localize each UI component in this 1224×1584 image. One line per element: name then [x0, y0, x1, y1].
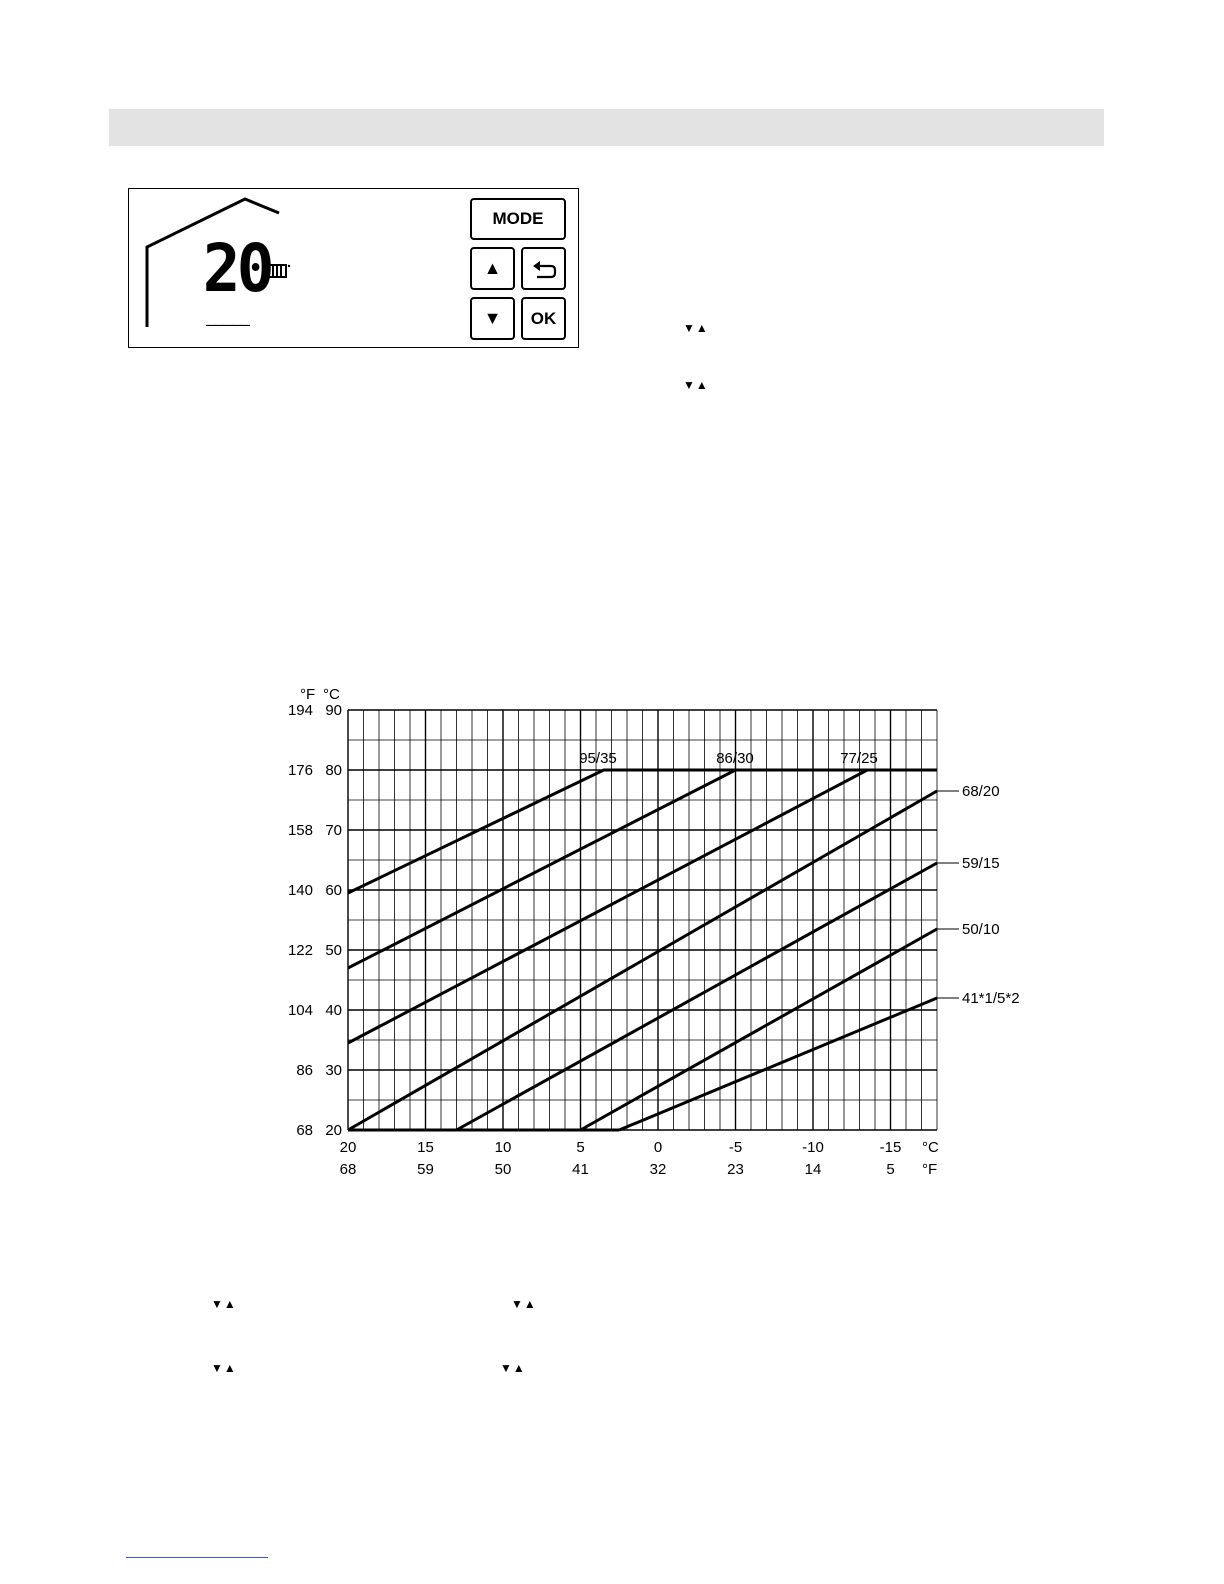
y-tick-label-f: 122 [287, 942, 313, 959]
radiator-icon [267, 263, 291, 279]
x-tick-label-c: -15 [879, 1139, 902, 1156]
section-header-bar [109, 109, 1104, 146]
x-tick-label-f: 50 [494, 1161, 512, 1178]
y-tick-label-c: 80 [325, 762, 342, 779]
x-tick-label-c: -10 [802, 1139, 824, 1156]
up-arrow-icon: ▲ [483, 258, 502, 278]
chart-labels [288, 686, 1020, 1178]
down-up-arrows-icon: ▼▲ [500, 1361, 526, 1375]
heating-curve-chart [270, 680, 1050, 1180]
back-arrow-icon [531, 258, 557, 280]
series-label: 95/35 [579, 750, 617, 767]
down-button[interactable] [470, 297, 515, 340]
down-up-arrows-icon: ▼▲ [211, 1361, 237, 1375]
y-tick-label-f: 104 [287, 1002, 313, 1019]
y-tick-label-f: 68 [296, 1122, 313, 1139]
y-tick-label-f: 194 [287, 702, 313, 719]
series-label: 50/10 [962, 921, 1000, 938]
series-label: 86/30 [716, 750, 754, 767]
y-tick-label-c: 90 [325, 702, 342, 719]
y-tick-label-c: 60 [325, 882, 342, 899]
down-up-arrows-icon: ▼▲ [683, 321, 709, 335]
series-label: 68/20 [962, 783, 1000, 800]
series-label: 77/25 [840, 750, 878, 767]
x-tick-label-f: 23 [727, 1161, 744, 1178]
x-tick-label-f: 5 [886, 1161, 895, 1178]
footer-link-underline[interactable] [126, 1557, 268, 1558]
x-tick-label-f: 41 [572, 1161, 589, 1178]
down-up-arrows-icon: ▼▲ [511, 1297, 537, 1311]
down-up-arrows-icon: ▼▲ [211, 1297, 237, 1311]
y-tick-label-f: 158 [287, 822, 313, 839]
curve-59-15 [457, 863, 938, 1130]
series-label: 41*1/5*2 [962, 990, 1020, 1007]
setting-dashes: ————— [206, 315, 250, 334]
x-tick-label-c: 5 [576, 1139, 585, 1156]
y-tick-label-c: 40 [325, 1002, 342, 1019]
x-tick-label-f: 32 [649, 1161, 667, 1178]
x-tick-label-c: -5 [728, 1139, 743, 1156]
y-tick-label-c: 50 [325, 942, 342, 959]
y-unit-f: °F [300, 686, 316, 703]
y-tick-label-c: 70 [325, 822, 342, 839]
down-arrow-icon: ▼ [483, 308, 502, 328]
x-tick-label-c: 0 [653, 1139, 663, 1156]
mode-button[interactable]: MODE [470, 198, 566, 240]
up-button[interactable] [470, 247, 515, 290]
ok-button[interactable]: OK [521, 297, 566, 340]
x-tick-label-f: 14 [804, 1161, 822, 1178]
x-unit-c: °C [922, 1139, 939, 1156]
x-unit-f: °F [922, 1161, 938, 1178]
x-tick-label-c: 15 [417, 1139, 434, 1156]
down-up-arrows-icon: ▼▲ [683, 378, 709, 392]
y-tick-label-f: 176 [287, 762, 313, 779]
y-tick-label-c: 20 [325, 1122, 342, 1139]
y-unit-c: °C [323, 686, 340, 703]
control-panel-display [128, 188, 579, 348]
y-tick-label-f: 140 [287, 882, 313, 899]
x-tick-label-f: 68 [339, 1161, 357, 1178]
x-tick-label-c: 20 [339, 1139, 357, 1156]
temperature-readout: 20 [202, 230, 271, 307]
y-tick-label-f: 86 [296, 1062, 313, 1079]
y-tick-label-c: 30 [325, 1062, 342, 1079]
back-button[interactable] [521, 247, 566, 290]
x-tick-label-f: 59 [417, 1161, 434, 1178]
chart-grid [348, 710, 937, 1130]
series-label: 59/15 [962, 855, 1000, 872]
x-tick-label-c: 10 [494, 1139, 512, 1156]
